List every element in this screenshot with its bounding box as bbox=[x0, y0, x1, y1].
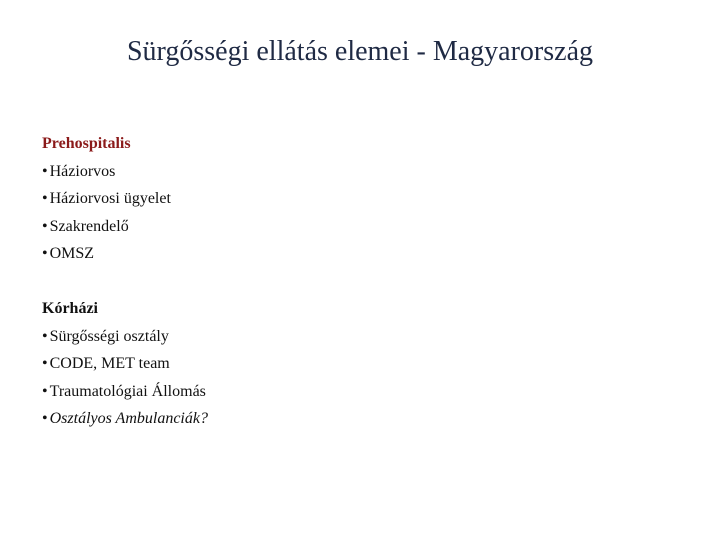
list-item: • Osztályos Ambulanciák? bbox=[42, 410, 208, 427]
list-item: • Háziorvosi ügyelet bbox=[42, 190, 171, 207]
bullet-icon: • bbox=[42, 245, 48, 262]
section-heading-prehospitalis: Prehospitalis bbox=[42, 135, 131, 152]
section-heading-korhazi: Kórházi bbox=[42, 300, 98, 317]
bullet-icon: • bbox=[42, 410, 48, 427]
list-item: • CODE, MET team bbox=[42, 355, 170, 372]
list-item: • Traumatológiai Állomás bbox=[42, 382, 206, 400]
list-prehospitalis bbox=[42, 158, 682, 268]
bullet-icon: • bbox=[42, 217, 48, 235]
list-item: • OMSZ bbox=[42, 245, 95, 262]
list-korhazi bbox=[42, 323, 682, 433]
section-korhazi bbox=[42, 295, 682, 433]
list-item: • Háziorvos bbox=[42, 162, 116, 180]
bullet-icon: • bbox=[42, 382, 48, 400]
bullet-icon: • bbox=[42, 162, 48, 180]
slide-content bbox=[42, 130, 682, 460]
bullet-icon: • bbox=[42, 327, 48, 345]
list-item: • Szakrendelő bbox=[42, 217, 129, 235]
bullet-icon: • bbox=[42, 190, 48, 207]
section-prehospitalis bbox=[42, 130, 682, 268]
bullet-icon: • bbox=[42, 355, 48, 372]
slide-title: Sürgősségi ellátás elemei - Magyarország bbox=[126, 36, 593, 67]
list-item: • Sürgősségi osztály bbox=[42, 327, 169, 345]
